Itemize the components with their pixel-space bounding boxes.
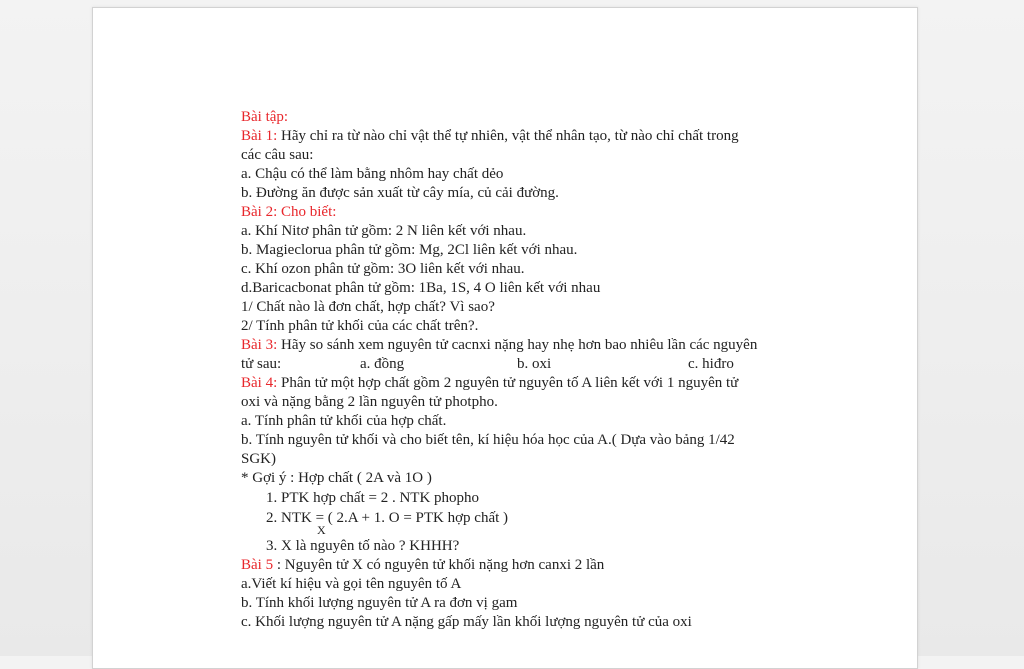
bai3-label: Bài 3:: [241, 337, 278, 353]
bai2-d: d.Baricacbonat phân tử gồm: 1Ba, 1S, 4 O liên kết với nhau: [241, 280, 601, 296]
bai5-line: [241, 556, 604, 575]
bai2-a: a. Khí Nitơ phân tử gồm: 2 N liên kết với nhau.: [241, 223, 527, 239]
bai3-a: a. đồng: [360, 356, 405, 372]
exercise-heading: Bài tập:: [241, 109, 289, 125]
bai2-q2: 2/ Tính phân tử khối của các chất trên?.: [241, 318, 479, 334]
bai2-b: b. Magieclorua phân tử gồm: Mg, 2Cl liên kết với nhau.: [241, 242, 578, 258]
bai1-cont: các câu sau:: [241, 147, 314, 163]
bai2-q1: 1/ Chất nào là đơn chất, hợp chất? Vì sao?: [241, 299, 495, 315]
bai1-b: b. Đường ăn được sản xuất từ cây mía, củ cải đường.: [241, 185, 559, 201]
bai4-hint: * Gợi ý : Hợp chất ( 2A và 1O ): [241, 470, 432, 486]
bai1-a: a. Chậu có thể làm bằng nhôm hay chất dẻo: [241, 166, 504, 182]
bai3-text: Hãy so sánh xem nguyên tử cacnxi nặng hay nhẹ hơn bao nhiêu lần các nguyên: [277, 337, 758, 353]
bai3-cont: tử sau:: [241, 356, 282, 372]
bai2-c: c. Khí ozon phân tử gồm: 3O liên kết với nhau.: [241, 261, 525, 277]
bai3-b: b. oxi: [517, 356, 552, 372]
bai3-c: c. hiđro: [688, 356, 734, 372]
bai4-a: a. Tính phân tử khối của hợp chất.: [241, 413, 447, 429]
bai4-hint-2-ntk: 2. NTK: [266, 510, 312, 526]
bai4-hint-2-subscript: X: [317, 523, 326, 537]
bai4-hint-1: 1. PTK hợp chất = 2 . NTK phopho: [266, 490, 480, 506]
bai5-a: a.Viết kí hiệu và gọi tên nguyên tố A: [241, 576, 462, 592]
bai4-b-cont: SGK): [241, 451, 277, 467]
bai4-text: Phân tử một hợp chất gồm 2 nguyên tử nguyên tố A liên kết với 1 nguyên tử: [277, 375, 739, 391]
bai4-line: [241, 374, 738, 393]
bai3-line: [241, 336, 757, 355]
bai4-cont: oxi và nặng bằng 2 lần nguyên tử photpho.: [241, 394, 498, 410]
bai4-b: b. Tính nguyên tử khối và cho biết tên, kí hiệu hóa học của A.( Dựa vào bảng 1/42: [241, 432, 735, 448]
bai5-c: c. Khối lượng nguyên tử A nặng gấp mấy lần khối lượng nguyên tử của oxi: [241, 614, 692, 630]
bai5-text: : Nguyên tử X có nguyên tử khối nặng hơn canxi 2 lần: [273, 557, 605, 573]
bai5-b: b. Tính khối lượng nguyên tử A ra đơn vị gam: [241, 595, 518, 611]
bai4-hint-3: 3. X là nguyên tố nào ? KHHH?: [266, 538, 460, 554]
bai1-line: [241, 127, 739, 146]
bai1-label: Bài 1:: [241, 128, 278, 144]
bai4-hint-2: [266, 509, 508, 528]
bai2-label: Bài 2: Cho biết:: [241, 204, 337, 220]
bai1-text: Hãy chỉ ra từ nào chỉ vật thể tự nhiên, vật thể nhân tạo, từ nào chỉ chất trong: [277, 128, 739, 144]
bai4-hint-2-rest: = ( 2.A + 1. O = PTK hợp chất ): [311, 510, 509, 526]
bai5-label: Bài 5: [241, 557, 274, 573]
bai4-label: Bài 4:: [241, 375, 278, 391]
